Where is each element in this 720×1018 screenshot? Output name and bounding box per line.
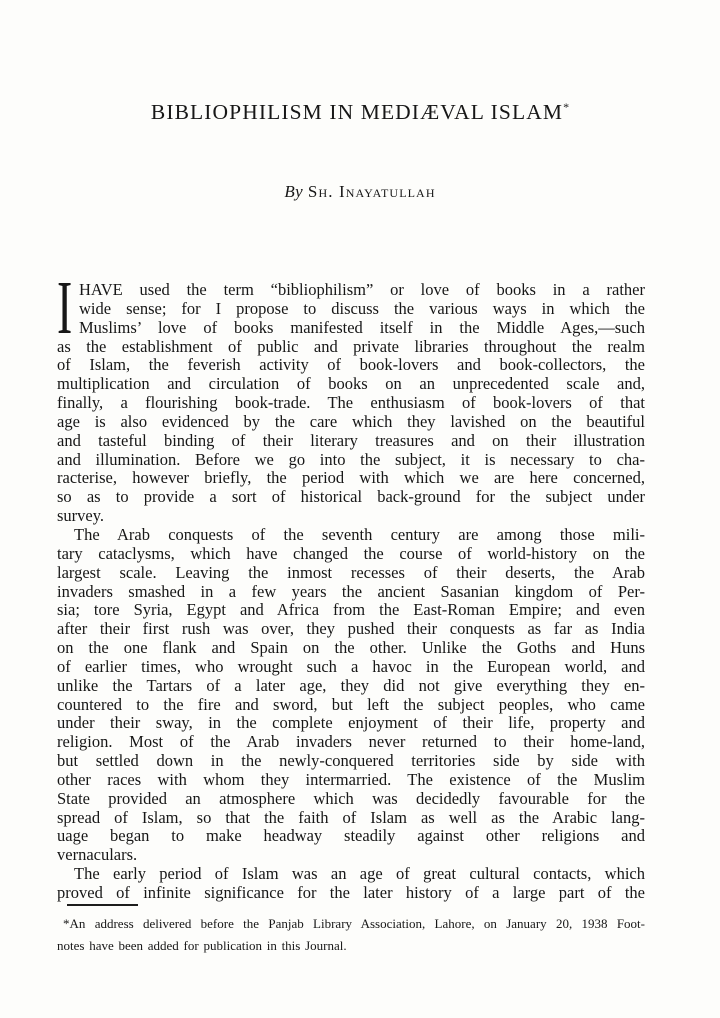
text-line: of Islam, the feverish activity of book-lovers and book-collectors, the (57, 355, 645, 375)
text-line: finally, a flourishing book-trade. The enthusiasm of book-lovers of that (57, 393, 645, 413)
article-title: BIBLIOPHILISM IN MEDIÆVAL ISLAM (150, 100, 564, 124)
text-line: proved of infinite significance for the later history of a large part of the (57, 883, 645, 902)
text-line: under their sway, in the complete enjoyment of their life, property and (57, 713, 645, 733)
text-line: of earlier times, who wrought such a havoc in the European world, and (57, 656, 645, 676)
text-line: HAVE used the term “bibliophilism” or love of books in a rather (79, 280, 645, 299)
text-line: Muslims’ love of books manifested itself in the Middle Ages,—such (79, 317, 645, 337)
text-line: racterise, however briefly, the period with which we are here concerned, (57, 468, 645, 488)
text-line: survey. (57, 506, 105, 526)
text-line: uage began to make headway steadily against other religions and (57, 826, 645, 846)
text-line: after their first rush was over, they pushed their conquests as far as India (57, 619, 645, 639)
text-line: spread of Islam, so that the faith of Islam as well as the Arabic lang- (57, 807, 645, 827)
drop-cap: I (57, 266, 73, 350)
title-footnote-marker: * (563, 100, 570, 114)
text-line: State provided an atmosphere which was decidedly favourable for the (57, 788, 645, 808)
footnote-rule (67, 904, 138, 906)
text-line: multiplication and circulation of books on an unprecedented scale and, (57, 374, 645, 394)
text-line: The Arab conquests of the seventh century are among those mili- (74, 524, 645, 544)
paragraph (57, 526, 645, 865)
footnote-lines (57, 913, 645, 957)
text-line: invaders smashed in a few years the ancient Sasanian kingdom of Per- (57, 581, 645, 601)
text-line: largest scale. Leaving the inmost recesses of their deserts, the Arab (57, 562, 645, 582)
text-line: wide sense; for I propose to discuss the various ways in which the (79, 298, 645, 318)
footnote (57, 904, 645, 957)
text-line: age is also evidenced by the care which they lavished on the beautiful (57, 411, 645, 431)
text-line: countered to the fire and sword, but left the subject peoples, who came (57, 694, 645, 714)
paragraph (57, 865, 645, 903)
text-line: unlike the Tartars of a later age, they did not give everything they en- (57, 675, 645, 695)
footnote-line: notes have been added for publication in this Journal. (57, 938, 347, 953)
text-line: vernaculars. (57, 845, 138, 865)
byline-author: Sh. Inayatullah (307, 182, 436, 201)
text-line: and tasteful binding of their literary treasures and on their illustration (57, 430, 645, 450)
text-line: and illumination. Before we go into the subject, it is necessary to cha- (57, 449, 645, 469)
article-title-row (0, 100, 720, 125)
byline (0, 182, 720, 202)
paragraph (57, 266, 645, 526)
footnote-line: *An address delivered before the Panjab Library Association, Lahore, on January 20, 1938 Foot- (63, 916, 645, 931)
text-line: The early period of Islam was an age of great cultural contacts, which (74, 864, 645, 884)
text-line: as the establishment of public and private libraries throughout the realm (57, 336, 645, 356)
text-line: religion. Most of the Arab invaders never returned to their home-land, (57, 732, 645, 752)
text-line: but settled down in the newly-conquered territories side by side with (57, 751, 645, 771)
text-line: sia; tore Syria, Egypt and Africa from the East-Roman Empire; and even (57, 600, 645, 620)
text-line: so as to provide a sort of historical back-ground for the subject under (57, 487, 645, 507)
text-line: tary cataclysms, which have changed the course of world-history on the (57, 543, 645, 563)
text-line: other races with whom they intermarried. The existence of the Muslim (57, 769, 645, 789)
body-text (57, 266, 645, 903)
text-line: on the one flank and Spain on the other. Unlike the Goths and Huns (57, 638, 645, 658)
byline-by: By (284, 182, 303, 201)
